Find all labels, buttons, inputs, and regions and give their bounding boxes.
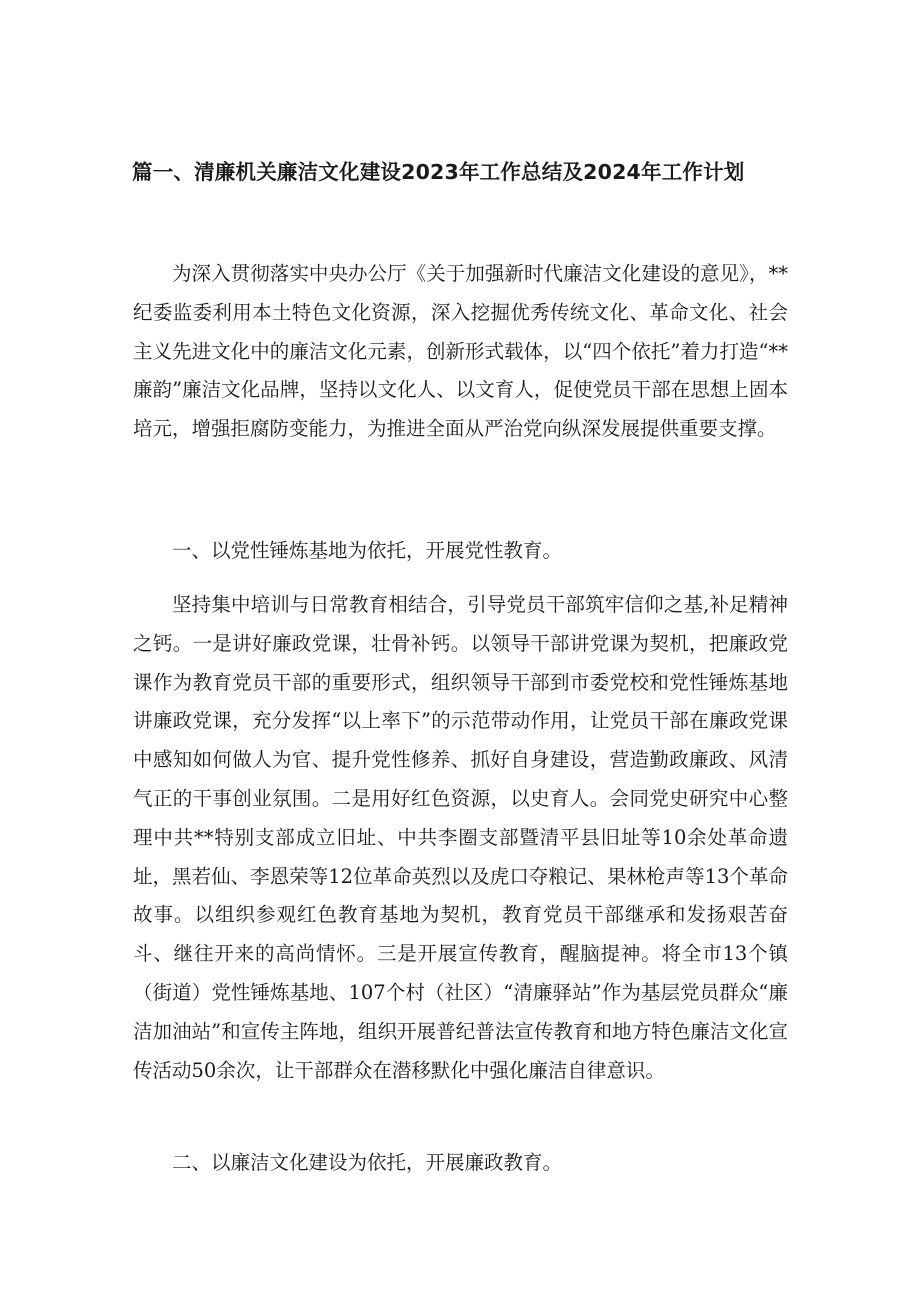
section-1-paragraph: 坚持集中培训与日常教育相结合，引导党员干部筑牢信仰之基,补足精神之钙。一是讲好廉政党课，壮骨补钙。以领导干部讲党课为契机，把廉政党课作为教育党员干部的重要形式，组织领导干部到市委党校和党性锤炼基地讲廉政党课，充分发挥“以上率下”的示范带动作用，让党员干部在廉政党课中感知如何做人为官、提升党性修养、抓好自身建设，营造勤政廉政、风清气正的干事创业氛围。二是用好红色资源，以史育人。会同党史研究中心整理中共**特别支部成立旧址、中共李圈支部暨清平县旧址等10余处革命遗址，黑若仙、李恩荣等12位革命英烈以及虎口夺粮记、果林枪声等13个革命故事。以组织参观红色教育基地为契机，教育党员干部继承和发扬艰苦奋斗、继往开来的高尚情怀。三是开展宣传教育，醒脑提神。将全市13个镇（街道）党性锤炼基地、107个村（社区）“清廉驿站”作为基层党员群众“廉洁加油站”和宣传主阵地，组织开展普纪普法宣传教育和地方特色廉洁文化宣传活动50余次，让干部群众在潜移默化中强化廉洁自律意识。 <box>133 593 788 1082</box>
intro-paragraph: 为深入贯彻落实中央办公厅《关于加强新时代廉洁文化建设的意见》，**纪委监委利用本土特色文化资源，深入挖掘优秀传统文化、革命文化、社会主义先进文化中的廉洁文化元素，创新形式载体，以“四个依托”着力打造“**廉韵”廉洁文化品牌，坚持以文化人、以文育人，促使党员干部在思想上固本培元，增强拒腐防变能力，为推进全面从严治党向纵深发展提供重要支撑。 <box>133 262 788 441</box>
section-heading-2: 二、以廉洁文化建设为依托，开展廉政教育。 <box>172 1151 563 1174</box>
document-title: 篇一、清廉机关廉洁文化建设2023年工作总结及2024年工作计划 <box>132 160 745 184</box>
section-heading-1: 一、以党性锤炼基地为依托，开展党性教育。 <box>172 539 563 562</box>
